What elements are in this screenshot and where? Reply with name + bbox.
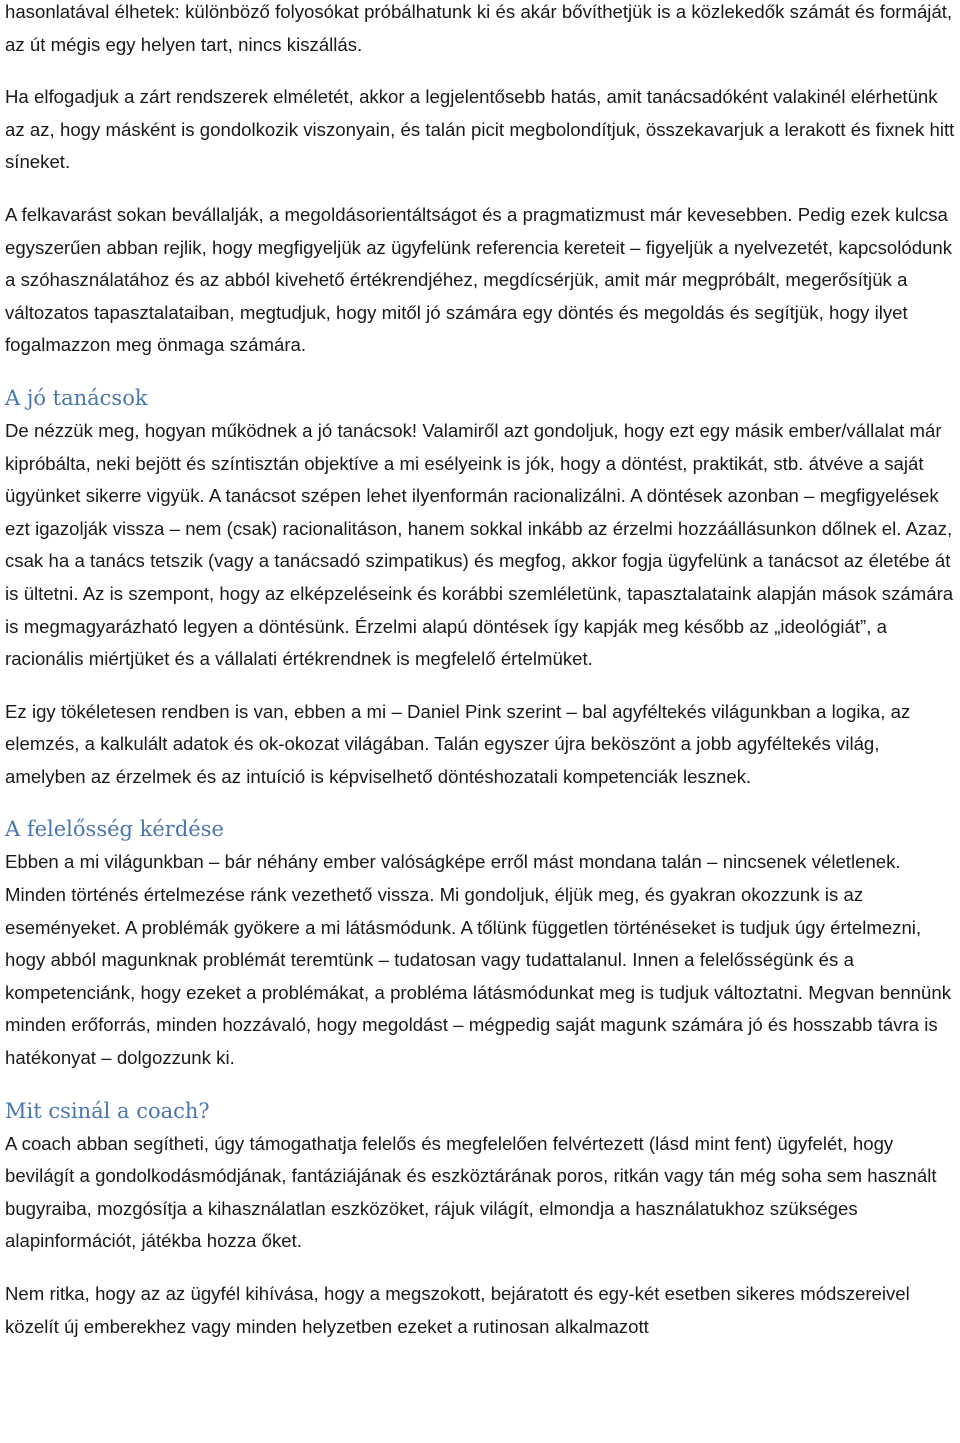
paragraph-good-advice: De nézzük meg, hogyan működnek a jó tanácsok! Valamiről azt gondoljuk, hogy ezt egy másik ember/vállalat már kipróbálta, neki bejött és színtisztán objektíve a mi esélyeink is jók, hogy a döntést, praktikát, stb. átvéve a saját ügyünket sikerre vigyük. A tanácsot szépen lehet ilyenformán racionalizálni. A döntések azonban – megfigyelések ezt igazolják vissza – nem (csak) racionalitáson, hanem sokkal inkább az érzelmi hozzáállásunkon dőlnek el. Azaz, csak ha a tanács tetszik (vagy a tanácsadó szimpatikus) és megfog, akkor fogja ügyfelünk a tanácsot az életébe át is ültetni. Az is szempont, hogy az elképzeléseink és korábbi szemléletünk, tapasztalataink alapján mások számára is megmagyarázható legyen a döntésünk. Érzelmi alapú döntések így kapják meg később az „ideológiát”, a racionális miértjüket és a vállalati értékrendnek is megfelelő értelmüket.	[5, 419, 954, 670]
paragraph-client-challenge: Nem ritka, hogy az az ügyfél kihívása, hogy a megszokott, bejáratott és egy-két esetben sikeres módszereivel közelít új emberekhez vagy minden helyzetben ezeket a rutinosan alkalmazott	[5, 1283, 910, 1337]
heading-good-advice: A jó tanácsok	[5, 385, 148, 410]
paragraph-closed-systems: Ha elfogadjuk a zárt rendszerek elméletét, akkor a legjelentősebb hatás, amit tanácsadóként valakinél elérhetünk az az, hogy másként is gondolkozik viszonyain, és talán picit megbolondítjuk, összekavarjuk a lerakott és fixnek hitt síneket.	[5, 86, 955, 173]
paragraph-responsibility: Ebben a mi világunkban – bár néhány ember valóságképe erről mást mondana talán – nincsenek véletlenek. Minden történés értelmezése ránk vezethető vissza. Mi gondoljuk, éljük meg, és gyakran okozzunk is az eseményeket. A problémák gyökere a mi látásmódunk. A tőlünk független történéseket is tudjuk úgy értelmezni, hogy abból magunknak problémát teremtünk – tudatosan vagy tudattalanul. Innen a felelősségünk és a kompetenciánk, hogy ezeket a problémákat, a probléma látásmódunkat meg is tudjuk változtatni. Megvan bennünk minden erőforrás, minden hozzávaló, hogy megoldást – mégpedig saját magunk számára jó és hosszabb távra is hatékonyat – dolgozzunk ki.	[5, 851, 951, 1069]
heading-coach: Mit csinál a coach?	[5, 1098, 210, 1123]
heading-responsibility: A felelősség kérdése	[5, 817, 224, 842]
paragraph-coach: A coach abban segítheti, úgy támogathatja felelős és megfelelően felvértezett (lásd mint fent) ügyfelét, hogy bevilágít a gondolkodásmódjának, fantáziájának és eszköztárának poros, ritkán vagy tán még soha sem használt bugyraiba, mozgósítja a kihasználatlan eszközöket, rájuk világít, elmondja a használatukhoz szükséges alapinformációt, játékba hozza őket.	[5, 1132, 937, 1252]
document-page	[5, 0, 960, 1343]
paragraph-corridor-analogy: hasonlatával élhetek: különböző folyosókat próbálhatunk ki és akár bővíthetjük is a közlekedők számát és formáját, az út mégis egy helyen tart, nincs kiszállás.	[5, 1, 953, 55]
paragraph-daniel-pink: Ez igy tökéletesen rendben is van, ebben a mi – Daniel Pink szerint – bal agyféltekés világunkban a logika, az elemzés, a kalkulált adatok és ok-okozat világában. Talán egyszer újra beköszönt a jobb agyféltekés világ, amelyben az érzelmek és az intuíció is képviselhető döntéshozatali kompetenciák lesznek.	[5, 700, 911, 787]
paragraph-solution-orientation: A felkavarást sokan bevállalják, a megoldásorientáltságot és a pragmatizmust már kevesebben. Pedig ezek kulcsa egyszerűen abban rejlik, hogy megfigyeljük az ügyfelünk referencia kereteit – figyeljük a nyelvezetét, kapcsolódunk a szóhasználatához és az abból kivehető értékrendjéhez, megdícsérjük, amit már megpróbált, megerősítjük a változatos tapasztalataiban, megtudjuk, hogy mitől jó számára egy döntés és megoldás és segítjük, hogy ilyet fogalmazzon meg önmaga számára.	[5, 203, 953, 356]
